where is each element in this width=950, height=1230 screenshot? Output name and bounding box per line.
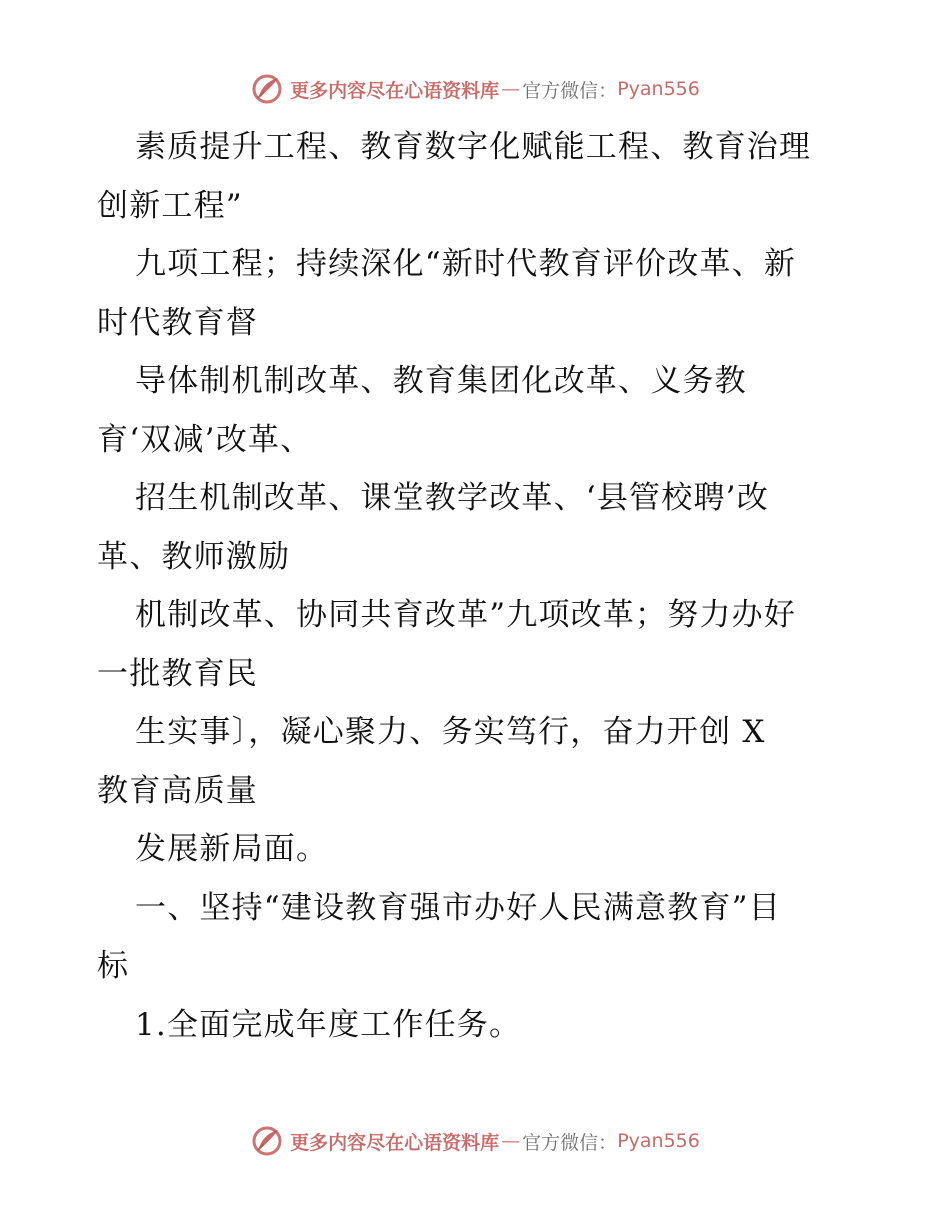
paragraph-line: 导体制机制改革、教育集团化改革、义务教 [135,363,747,399]
numbered-item: 1.全面完成年度工作任务。 [135,1006,522,1043]
paragraph-line: 素质提升工程、教育数字化赋能工程、教育治理 [135,129,812,165]
watermark-sub-text: 官方微信： [522,79,618,102]
paragraph-line: 招生机制改革、课堂教学改革、‘县管校聘’改 [135,480,769,516]
paragraph-line: 革、教师激励 [97,538,291,575]
section-heading: 一、坚持“建设教育强市办好人民满意教育”目 [135,889,781,926]
watermark-main-text: 更多内容尽在心语资料库 [290,1131,500,1154]
paragraph-line: 机制改革、协同共育改革”九项改革；努力办好 [135,597,797,633]
watermark-account: Pyan556 [617,1130,700,1152]
paragraph-line: 生实事〕，凝心聚力、务实笃行，奋力开创 X [135,714,766,750]
paragraph-line: 时代教育督 [97,304,258,341]
watermark-text [290,76,700,103]
paragraph-line: 发展新局面。 [135,831,329,867]
page-footer-watermark [0,1124,950,1158]
feather-pen-logo-icon [250,72,284,106]
section-heading-continuation: 标 [97,948,130,984]
paragraph-line: 创新工程” [97,187,243,224]
feather-pen-logo-icon [250,1124,284,1158]
watermark-sub-text: 官方微信： [522,1131,618,1154]
paragraph-line: 一批教育民 [97,655,258,692]
paragraph-line: 育‘双减’改革、 [97,421,313,458]
watermark-main-text: 更多内容尽在心语资料库 [290,79,500,102]
page-header-watermark [0,72,950,106]
paragraph-line: 教育高质量 [97,772,258,809]
watermark-account: Pyan556 [617,78,700,100]
watermark-separator: — [501,78,521,100]
document-body [97,118,857,1054]
watermark-text [290,1128,700,1155]
watermark-separator: — [501,1130,521,1152]
paragraph-line: 九项工程；持续深化“新时代教育评价改革、新 [135,246,797,282]
